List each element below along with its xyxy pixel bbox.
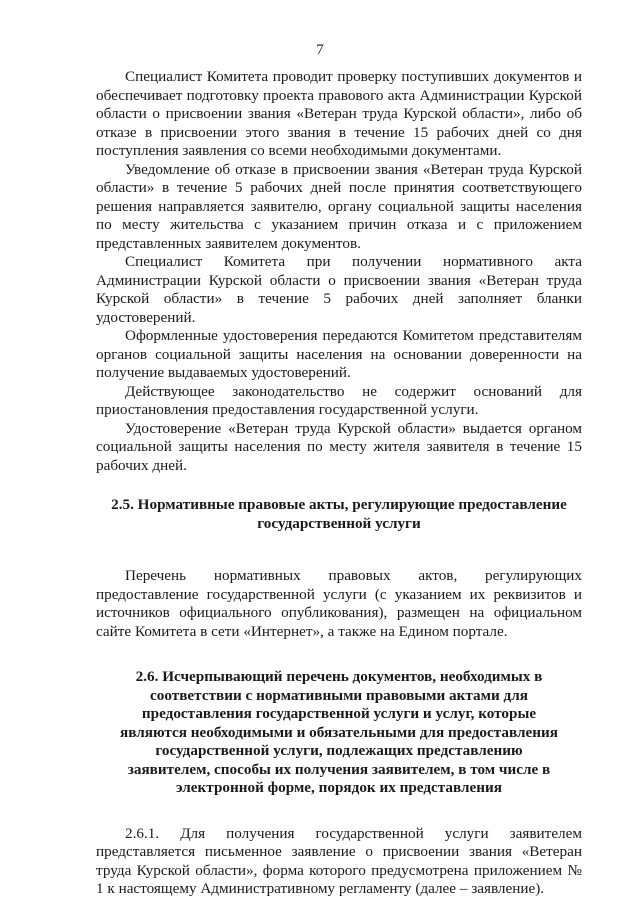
paragraph-certificate-forms: Специалист Комитета при получении нормативного акта Администрации Курской области о присвоении звания «Ветеран труда Курской области» в течение 5 рабочих дней заполняет бланки удостоверений. [96, 253, 582, 326]
section-2-5-heading: 2.5. Нормативные правовые акты, регулирующие предоставление государственной услуги [111, 496, 567, 532]
paragraph-certificate-transfer: Оформленные удостоверения передаются Комитетом представителям органов социальной защиты населения на основании доверенности на получение выдаваемых удостоверений. [96, 327, 582, 381]
section-2-5-paragraph: Перечень нормативных правовых актов, регулирующих предоставление государственной услуги (с указанием их реквизитов и источников официального опубликования), размещен на официальном сайте Комитета в сети «Интернет», а также на Едином портале. [96, 567, 582, 640]
section-2-6-1-paragraph: 2.6.1. Для получения государственной услуги заявителем представляется письменное заявление о присвоении звания «Ветеран труда Курской области», форма которого предусмотрена приложением № 1 к настоящему Административному регламенту (далее – заявление). [96, 824, 582, 897]
page-number: 7 [316, 42, 324, 58]
paragraph-review-documents: Специалист Комитета проводит проверку поступивших документов и обеспечивает подготовку проекта правового акта Администрации Курской области о присвоении звания «Ветеран труда Курской области», либо об отказе в присвоении этого звания в течение 15 рабочих дней со дня поступления заявления со всеми необходимыми документами. [96, 68, 582, 159]
paragraph-certificate-issue: Удостоверение «Ветеран труда Курской области» выдается органом социальной защиты населения по месту жителя заявителя в течение 15 рабочих дней. [96, 419, 582, 474]
text-column [96, 68, 582, 899]
section-2-6-heading: 2.6. Исчерпывающий перечень документов, необходимых в соответствии с нормативными правовыми актами для предоставления государственной услуги и услуг, которые являются необходимыми и обязательными для предоставления государственной услуги, подлежащих представлению заявителем, способы их получения заявителем, в том числе в электронной форме, порядок их представления [120, 668, 558, 796]
paragraph-no-suspension: Действующее законодательство не содержит оснований для приостановления предоставления государственной услуги. [96, 382, 582, 418]
paragraph-refusal-notice: Уведомление об отказе в присвоении звания «Ветеран труда Курской области» в течение 5 рабочих дней после принятия соответствующего решения направляется заявителю, органу социальной защиты населения по месту жительства с указанием причин отказа и с приложением представленных заявителем документов. [96, 160, 582, 252]
